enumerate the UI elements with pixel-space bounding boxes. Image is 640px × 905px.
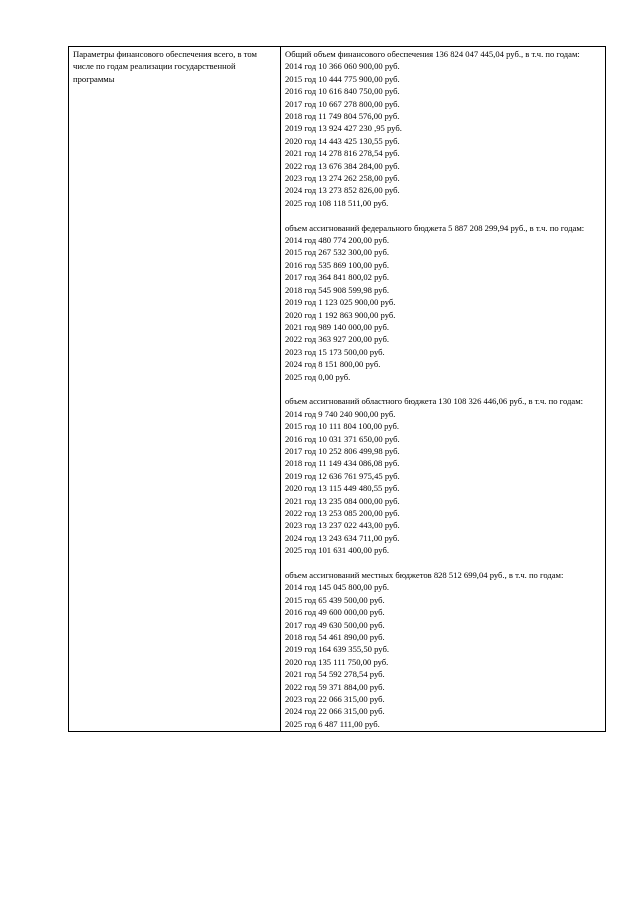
- year-amount-line: 2017 год 10 252 806 499,98 руб.: [285, 445, 400, 456]
- funding-heading: объем ассигнований федерального бюджета 5 887 208 299,94 руб., в т.ч. по годам:: [285, 222, 585, 233]
- year-amount-line: 2015 год 65 439 500,00 руб.: [285, 594, 385, 605]
- funding-heading: объем ассигнований областного бюджета 130 108 326 446,06 руб., в т.ч. по годам:: [285, 396, 584, 407]
- year-amount-line: 2014 год 10 366 060 900,00 руб.: [285, 61, 400, 72]
- funding-heading: Общий объем финансового обеспечения 136 824 047 445,04 руб., в т.ч. по годам:: [285, 49, 580, 59]
- year-amount-line: 2020 год 14 443 425 130,55 руб.: [285, 135, 400, 146]
- year-amount-line: 2017 год 364 841 800,02 руб.: [285, 272, 389, 283]
- year-amount-line: 2024 год 22 066 315,00 руб.: [285, 706, 385, 717]
- regional-budget-block: [285, 395, 602, 556]
- year-amount-line: 2018 год 545 908 599,98 руб.: [285, 284, 389, 295]
- year-amount-line: 2019 год 164 639 355,50 руб.: [285, 644, 389, 655]
- year-amount-line: 2016 год 49 600 000,00 руб.: [285, 607, 385, 618]
- year-amount-line: 2024 год 13 243 634 711,00 руб.: [285, 532, 400, 543]
- year-amount-line: 2023 год 15 173 500,00 руб.: [285, 346, 385, 357]
- year-amount-line: 2018 год 11 749 804 576,00 руб.: [285, 111, 400, 122]
- year-amount-line: 2016 год 10 616 840 750,00 руб.: [285, 86, 400, 97]
- year-amount-line: 2024 год 13 273 852 826,00 руб.: [285, 185, 400, 196]
- year-amount-line: 2017 год 10 667 278 800,00 руб.: [285, 98, 400, 109]
- year-amount-line: 2025 год 101 631 400,00 руб.: [285, 545, 389, 556]
- year-amount-line: 2024 год 8 151 800,00 руб.: [285, 359, 381, 370]
- year-amount-line: 2014 год 480 774 200,00 руб.: [285, 235, 389, 246]
- federal-budget-block: [285, 222, 602, 383]
- year-amount-line: 2020 год 13 115 449 480,55 руб.: [285, 483, 400, 494]
- year-amount-line: 2020 год 135 111 750,00 руб.: [285, 656, 389, 667]
- year-amount-line: 2025 год 108 118 511,00 руб.: [285, 197, 389, 208]
- year-amount-line: 2025 год 0,00 руб.: [285, 371, 351, 382]
- year-amount-line: 2014 год 9 740 240 900,00 руб.: [285, 408, 396, 419]
- year-amount-line: 2015 год 267 532 300,00 руб.: [285, 247, 389, 258]
- parameter-label: Параметры финансового обеспечения всего, в том числе по годам реализации государственной программы: [73, 49, 257, 84]
- local-budget-block: [285, 569, 602, 730]
- year-amount-line: 2015 год 10 111 804 100,00 руб.: [285, 421, 400, 432]
- parameter-label-cell: [69, 47, 281, 732]
- year-amount-line: 2023 год 22 066 315,00 руб.: [285, 694, 385, 705]
- year-amount-line: 2016 год 10 031 371 650,00 руб.: [285, 433, 400, 444]
- year-amount-line: 2021 год 13 235 084 000,00 руб.: [285, 495, 400, 506]
- year-amount-line: 2022 год 13 253 085 200,00 руб.: [285, 508, 400, 518]
- table-row: [69, 47, 606, 732]
- year-amount-line: 2017 год 49 630 500,00 руб.: [285, 619, 385, 630]
- year-amount-line: 2020 год 1 192 863 900,00 руб.: [285, 309, 396, 320]
- year-amount-line: 2022 год 363 927 200,00 руб.: [285, 334, 389, 345]
- total-funding-block: [285, 48, 602, 209]
- year-amount-line: 2016 год 535 869 100,00 руб.: [285, 259, 389, 270]
- year-amount-line: 2023 год 13 274 262 258,00 руб.: [285, 173, 400, 184]
- parameter-value-cell: [281, 47, 606, 732]
- year-amount-line: 2021 год 989 140 000,00 руб.: [285, 321, 389, 332]
- year-amount-line: 2015 год 10 444 775 900,00 руб.: [285, 73, 400, 84]
- year-amount-line: 2021 год 14 278 816 278,54 руб.: [285, 148, 400, 159]
- funding-heading: объем ассигнований местных бюджетов 828 512 699,04 руб., в т.ч. по годам:: [285, 570, 564, 581]
- financing-parameters-table: [68, 46, 606, 732]
- funding-blocks: [285, 48, 602, 730]
- year-amount-line: 2021 год 54 592 278,54 руб.: [285, 669, 385, 680]
- year-amount-line: 2023 год 13 237 022 443,00 руб.: [285, 520, 400, 531]
- year-amount-line: 2025 год 6 487 111,00 руб.: [285, 718, 380, 729]
- year-amount-line: 2022 год 59 371 884,00 руб.: [285, 681, 385, 692]
- year-amount-line: 2019 год 1 123 025 900,00 руб.: [285, 297, 396, 308]
- year-amount-line: 2019 год 13 924 427 230 ,95 руб.: [285, 123, 402, 134]
- year-amount-line: 2022 год 13 676 384 284,00 руб.: [285, 160, 400, 171]
- year-amount-line: 2018 год 54 461 890,00 руб.: [285, 632, 385, 643]
- year-amount-line: 2018 год 11 149 434 086,08 руб.: [285, 458, 400, 469]
- year-amount-line: 2014 год 145 045 800,00 руб.: [285, 582, 389, 593]
- year-amount-line: 2019 год 12 636 761 975,45 руб.: [285, 470, 400, 481]
